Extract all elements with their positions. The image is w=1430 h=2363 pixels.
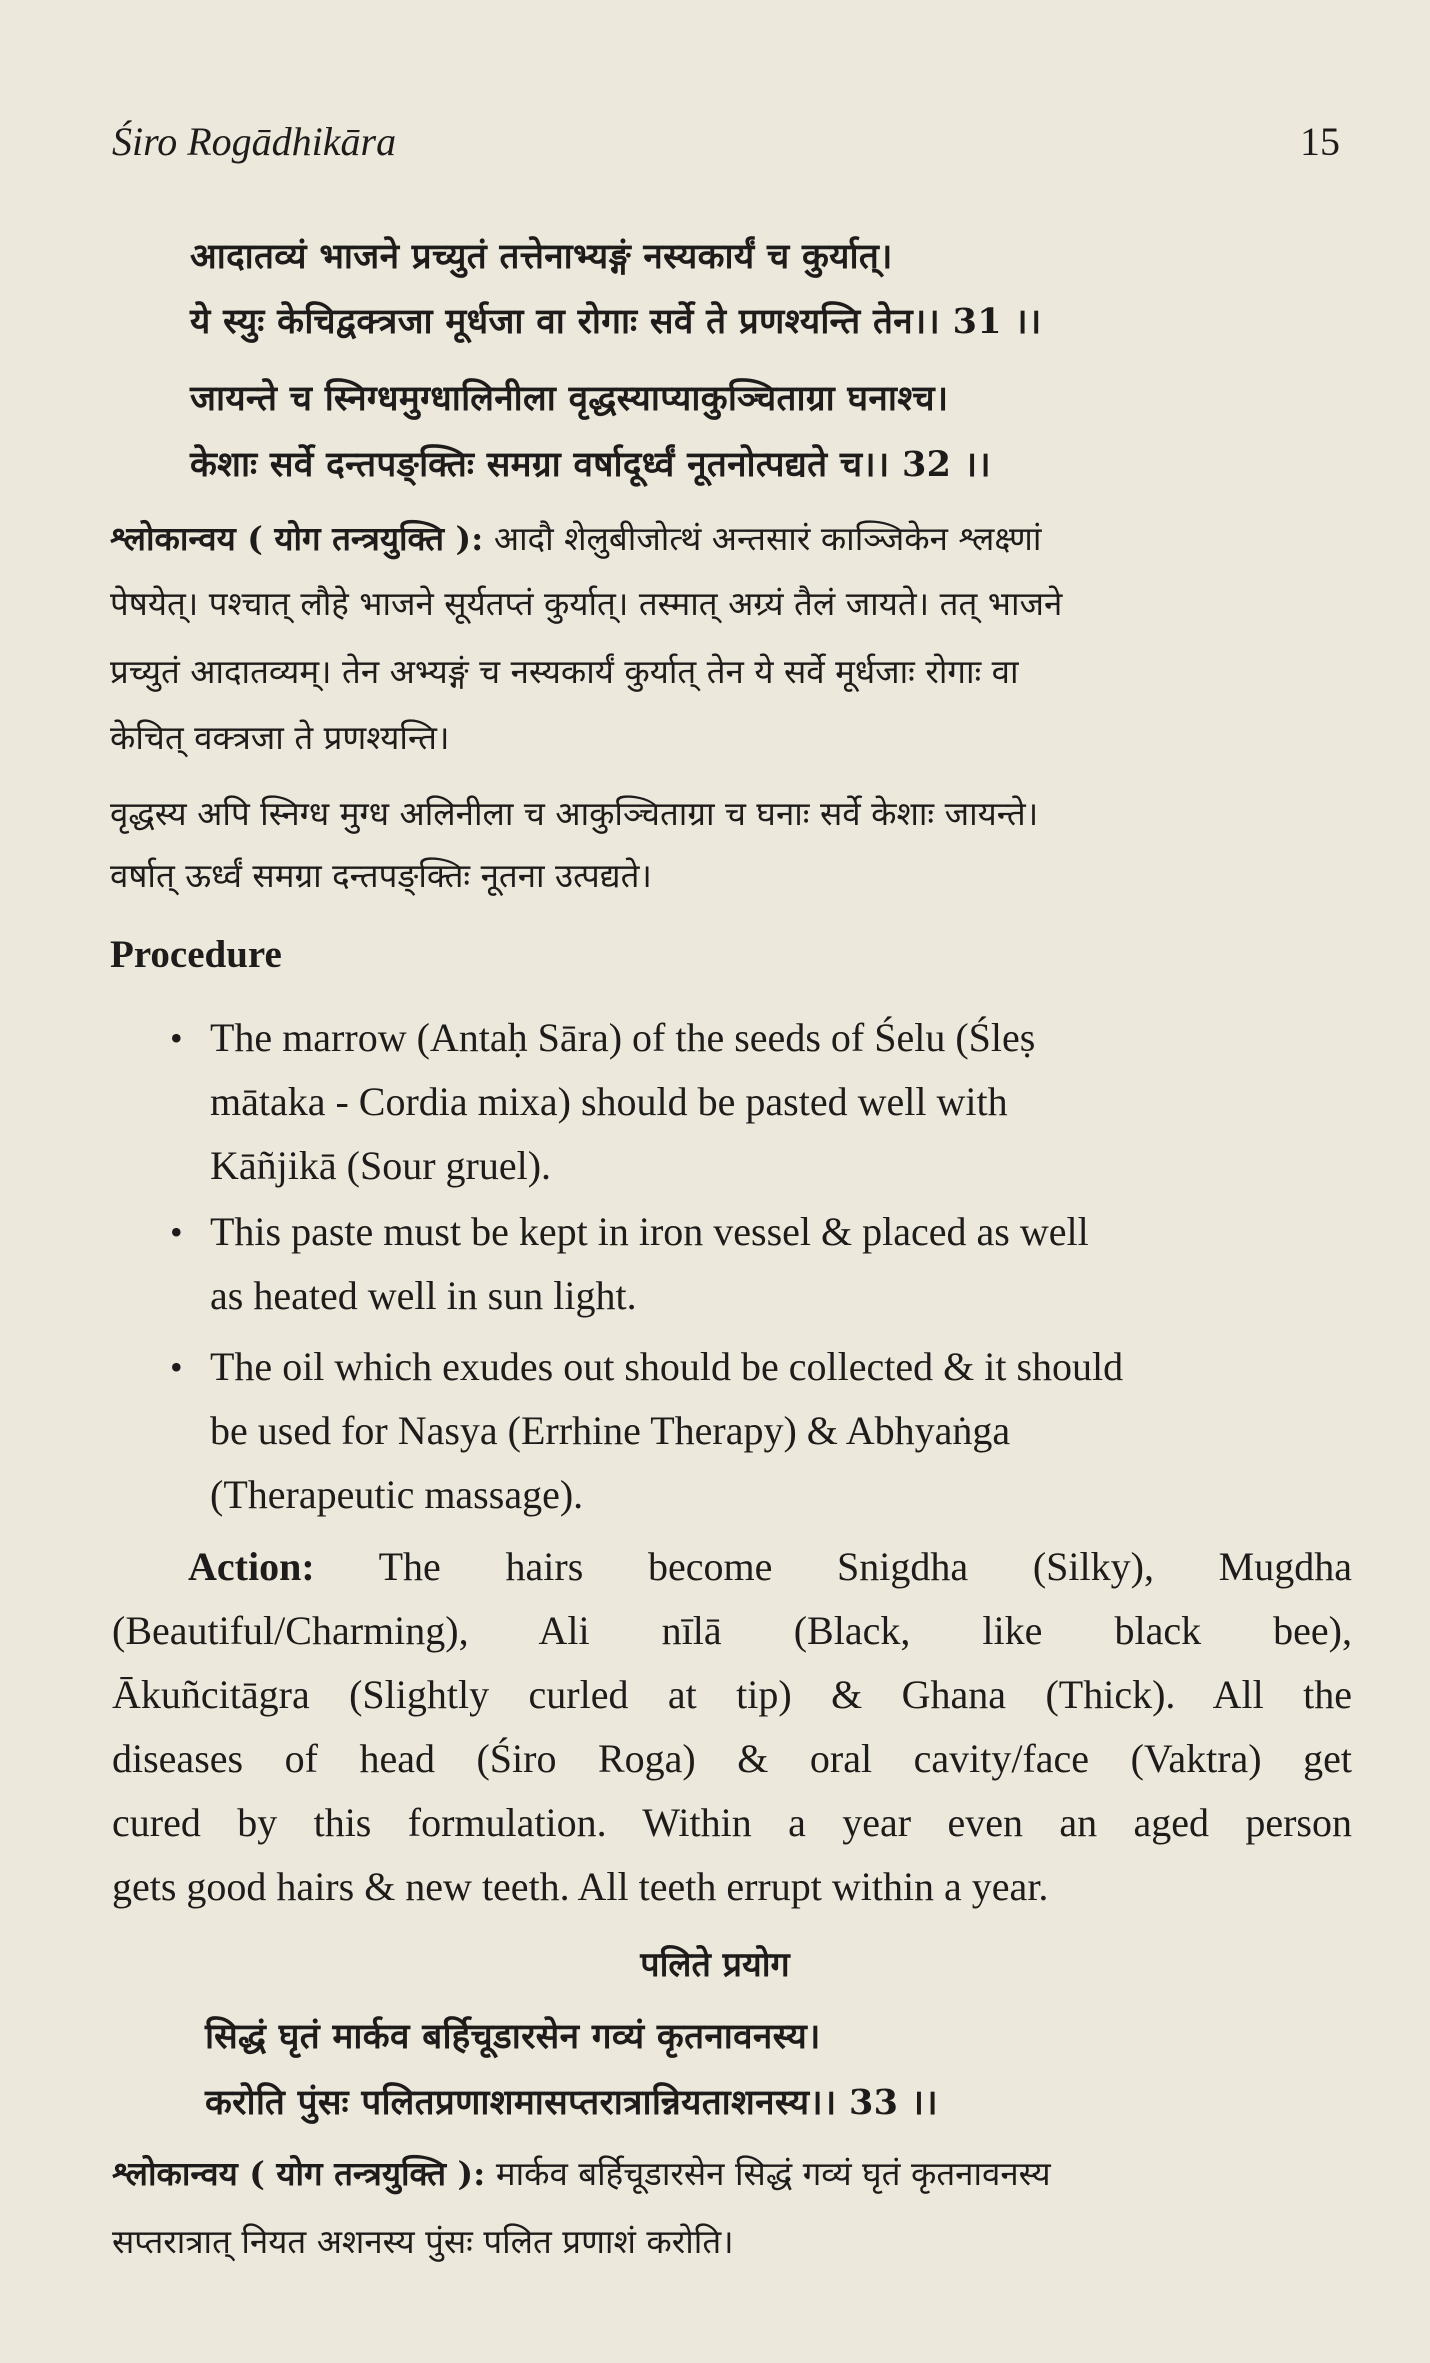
palite-anvaya-line-2: सप्तरात्रात् नियत अशनस्य पुंसः पलित प्रणाशं करोति। bbox=[112, 2222, 734, 2261]
verse-line-2: ये स्युः केचिद्वक्त्रजा मूर्धजा वा रोगाः सर्वे ते प्रणश्यन्ति तेन।। 31 ।। bbox=[190, 301, 1042, 342]
palite-anvaya-line-1 bbox=[112, 2150, 1051, 2195]
action-line-3: Ākuñcitāgra (Slightly curled at tip) & Ghana (Thick). All the bbox=[112, 1672, 1352, 1717]
action-paragraph bbox=[112, 1535, 1352, 1919]
action-line-6: gets good hairs & new teeth. All teeth errupt within a year. bbox=[112, 1864, 1049, 1909]
anvaya-label: श्लोकान्वय ( योग तन्त्रयुक्ति ): bbox=[112, 2154, 486, 2193]
anvaya-line-3: प्रच्युतं आदातव्यम्। तेन अभ्यङ्गं च नस्यकार्यं कुर्यात् तेन ये सर्वे मूर्धजाः रोगाः वा bbox=[110, 652, 1019, 691]
action-line-1 bbox=[112, 1535, 1352, 1599]
action-line-2: (Beautiful/Charming), Ali nīlā (Black, like black bee), bbox=[112, 1608, 1352, 1653]
procedure-bullet-3 bbox=[170, 1335, 1350, 1527]
bullet-line: be used for Nasya (Errhine Therapy) & Abhyaṅga bbox=[210, 1408, 1011, 1453]
anvaya2-line-2: वर्षात् ऊर्ध्वं समग्रा दन्तपङ्क्तिः नूतना उत्पद्यते। bbox=[110, 856, 652, 895]
bullet-icon: • bbox=[170, 1347, 183, 1387]
procedure-bullet-2 bbox=[170, 1200, 1350, 1328]
running-title: Śiro Rogādhikāra bbox=[112, 119, 397, 164]
bullet-line: The marrow (Antaḥ Sāra) of the seeds of Śelu (Śleṣ bbox=[210, 1015, 1036, 1060]
palite-heading: पलिते प्रयोग bbox=[640, 1945, 790, 1985]
anvaya-text: आदौ शेलुबीजोत्थं अन्तसारं काञ्जिकेन श्लक्ष्णां bbox=[483, 519, 1042, 558]
bullet-line: mātaka - Cordia mixa) should be pasted well with bbox=[210, 1079, 1008, 1124]
verse-line-3: जायन्ते च स्निग्धमुग्धालिनीला वृद्धस्याप्याकुञ्चिताग्रा घनाश्च। bbox=[190, 378, 949, 419]
page-number: 15 bbox=[1300, 119, 1340, 164]
bullet-line: The oil which exudes out should be collected & it should bbox=[210, 1344, 1124, 1389]
bullet-line: This paste must be kept in iron vessel & placed as well bbox=[210, 1209, 1089, 1254]
action-label: Action: bbox=[188, 1544, 315, 1589]
verse-line-4: केशाः सर्वे दन्तपङ्क्तिः समग्रा वर्षादूर्ध्वं नूतनोत्पद्यते च।। 32 ।। bbox=[190, 444, 991, 485]
verse-33-line-2: करोति पुंसः पलितप्रणाशमासप्तरात्रान्नियताशनस्य।। 33 ।। bbox=[205, 2082, 938, 2123]
anvaya-line-2: पेषयेत्। पश्चात् लौहे भाजने सूर्यतप्तं कुर्यात्। तस्मात् अग्र्यं तैलं जायते। तत् भाजने bbox=[110, 584, 1063, 623]
page-header bbox=[112, 118, 1340, 178]
anvaya-label: श्लोकान्वय ( योग तन्त्रयुक्ति ): bbox=[110, 519, 484, 558]
action-line-4: diseases of head (Śiro Roga) & oral cavity/face (Vaktra) get bbox=[112, 1736, 1352, 1781]
bullet-icon: • bbox=[170, 1212, 183, 1252]
procedure-bullet-1 bbox=[170, 1006, 1350, 1198]
anvaya-text: मार्कव बर्हिचूडारसेन सिद्धं गव्यं घृतं कृतनावनस्य bbox=[485, 2154, 1051, 2193]
bullet-line: (Therapeutic massage). bbox=[210, 1472, 584, 1517]
bullet-line: as heated well in sun light. bbox=[210, 1273, 637, 1318]
anvaya2-line-1: वृद्धस्य अपि स्निग्ध मुग्ध अलिनीला च आकुञ्चिताग्रा च घनाः सर्वे केशाः जायन्ते। bbox=[110, 794, 1039, 833]
bullet-line: Kāñjikā (Sour gruel). bbox=[210, 1143, 552, 1188]
bullet-icon: • bbox=[170, 1018, 183, 1058]
anvaya-line-1 bbox=[110, 515, 1041, 560]
procedure-heading: Procedure bbox=[110, 933, 282, 976]
action-text: The hairs become Snigdha (Silky), Mugdha bbox=[314, 1544, 1352, 1589]
verse-line-1: आदातव्यं भाजने प्रच्युतं तत्तेनाभ्यङ्गं नस्यकार्यं च कुर्यात्। bbox=[190, 236, 893, 277]
verse-33-line-1: सिद्धं घृतं मार्कव बर्हिचूडारसेन गव्यं कृतनावनस्य। bbox=[205, 2016, 821, 2057]
action-line-5: cured by this formulation. Within a year even an aged person bbox=[112, 1800, 1352, 1845]
anvaya-line-4: केचित् वक्त्रजा ते प्रणश्यन्ति। bbox=[110, 718, 450, 757]
